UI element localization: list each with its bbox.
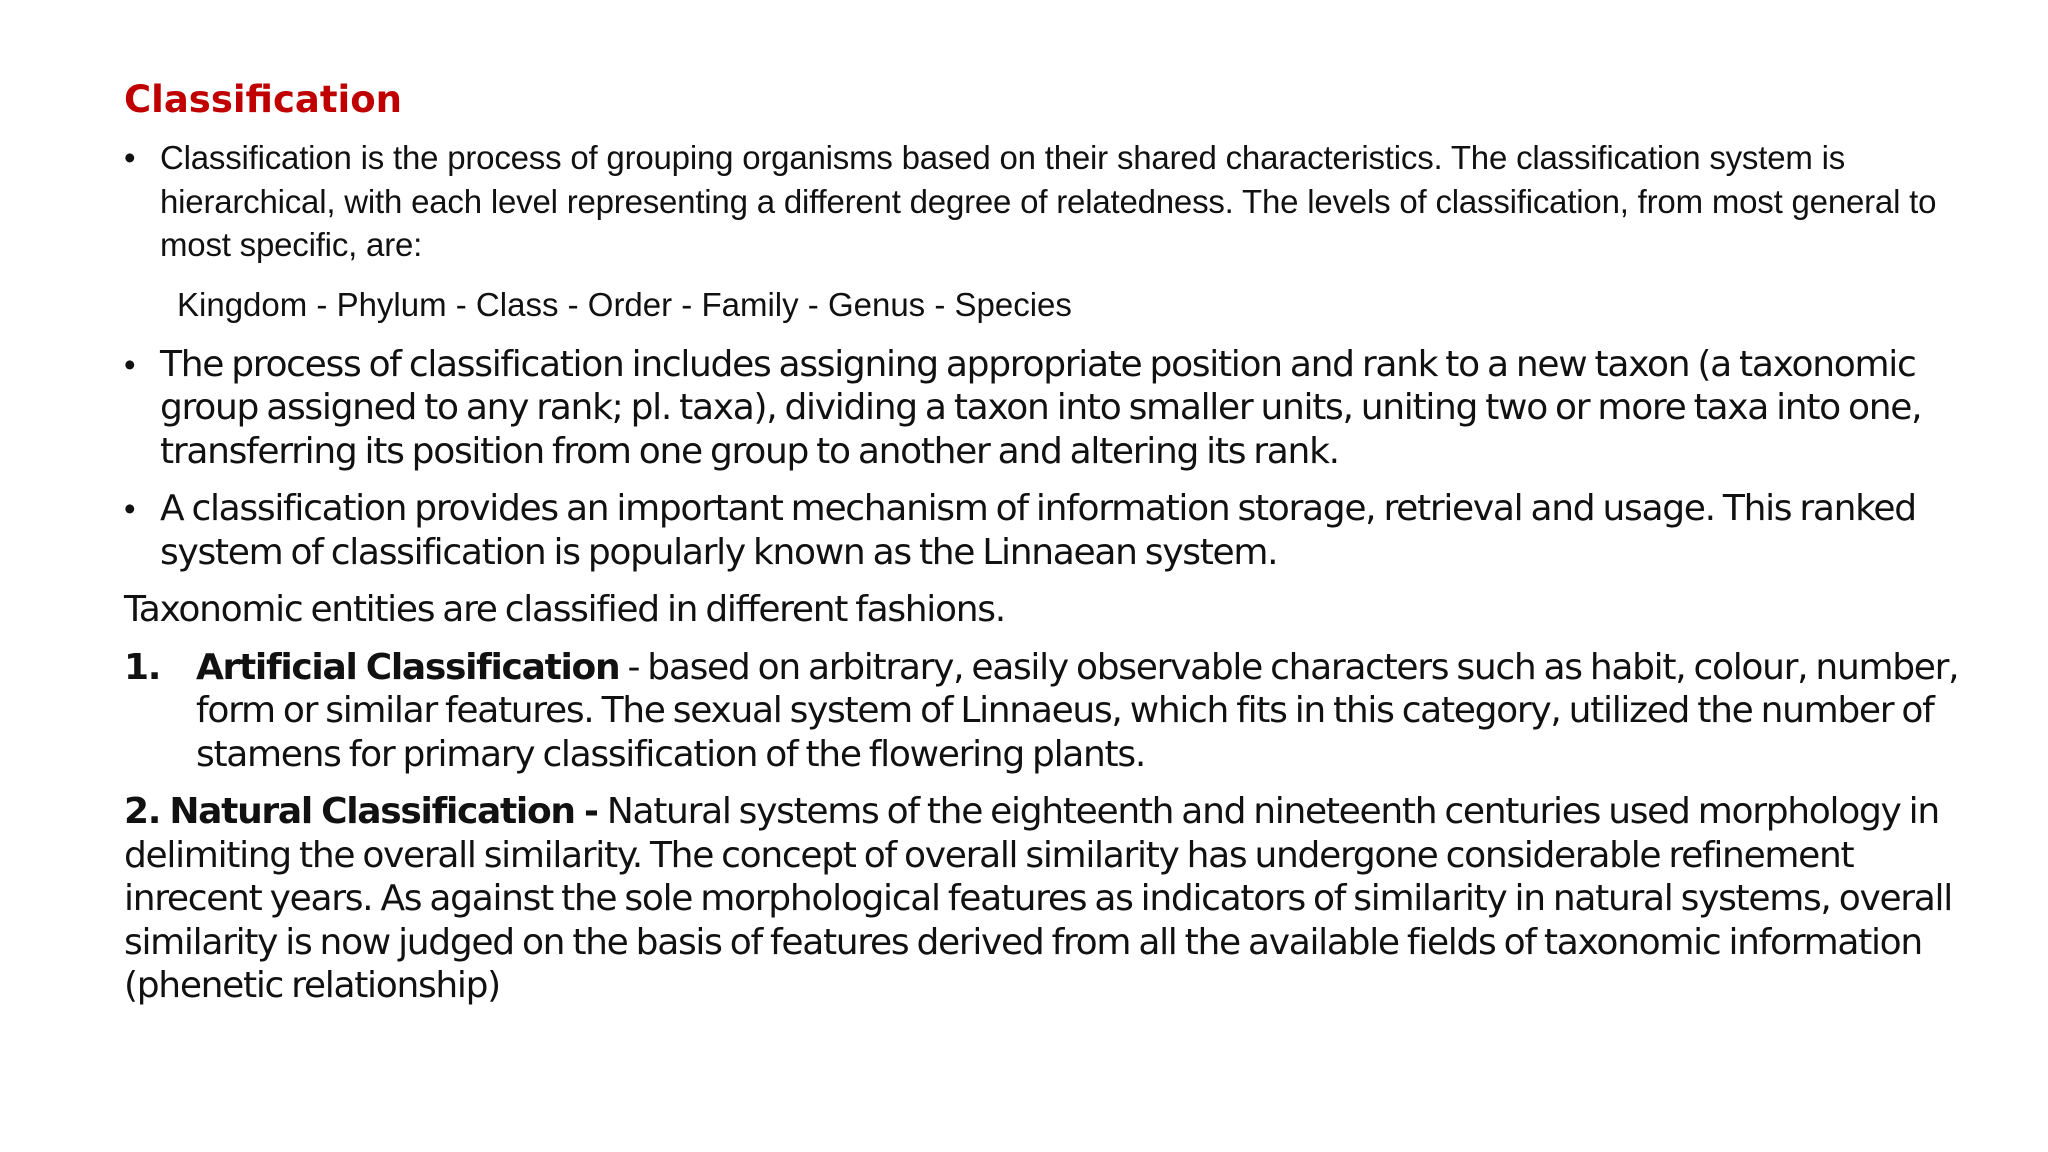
slide-content	[124, 72, 1984, 1022]
item-number: 1.	[124, 646, 161, 688]
intro-text: Taxonomic entities are classified in different fashions.	[124, 589, 1005, 630]
bullet-text: A classification provides an important mechanism of information storage, retrieval and usage. This ranked system of classification is popularly known as the Linnaean system.	[160, 488, 1916, 573]
item-description: Natural systems of the eighteenth and nineteenth centuries used morphology in delimiting the overall similarity. The concept of overall similarity has undergone considerable refinement inrecent years. As against the sole morphological features as indicators of similarity in natural systems, overall similarity is now judged on the basis of features derived from all the available fields of taxonomic information (phenetic relationship)	[124, 791, 1952, 1006]
item-number: 2.	[124, 791, 161, 832]
numbered-item-artificial	[124, 646, 1984, 777]
bullet-text: Classification is the process of grouping organisms based on their shared characteristics. The classification system is hierarchical, with each level representing a different degree of relatedness. The levels of classification, from most general to most specific, are:	[160, 139, 1937, 263]
bullet-text: The process of classification includes assigning appropriate position and rank to a new taxon (a taxonomic group assigned to any rank; pl. taxa), dividing a taxon into smaller units, uniting two or more taxa into one, transferring its position from one group to another and altering its rank.	[160, 343, 1922, 472]
bullet-dot-icon: •	[124, 345, 136, 383]
hierarchy-chain: Kingdom - Phylum - Class - Order - Family - Genus - Species	[177, 285, 1072, 323]
bullet-item	[124, 136, 1984, 267]
numbered-item-natural	[124, 790, 1984, 1008]
slide-title: Classification	[124, 78, 402, 121]
bullet-item	[124, 487, 1984, 574]
bullet-item	[124, 343, 1984, 474]
item-description: - based on arbitrary, easily observable characters such as habit, colour, number, form or similar features. The sexual system of Linnaeus, which fits in this category, utilized the number of stamens for primary classification of the flowering plants.	[196, 646, 1959, 775]
bullet-dot-icon: •	[124, 490, 136, 527]
bullet-dot-icon: •	[124, 139, 136, 176]
item-term: Artificial Classification	[196, 646, 620, 688]
item-term: Natural Classification -	[160, 791, 607, 832]
